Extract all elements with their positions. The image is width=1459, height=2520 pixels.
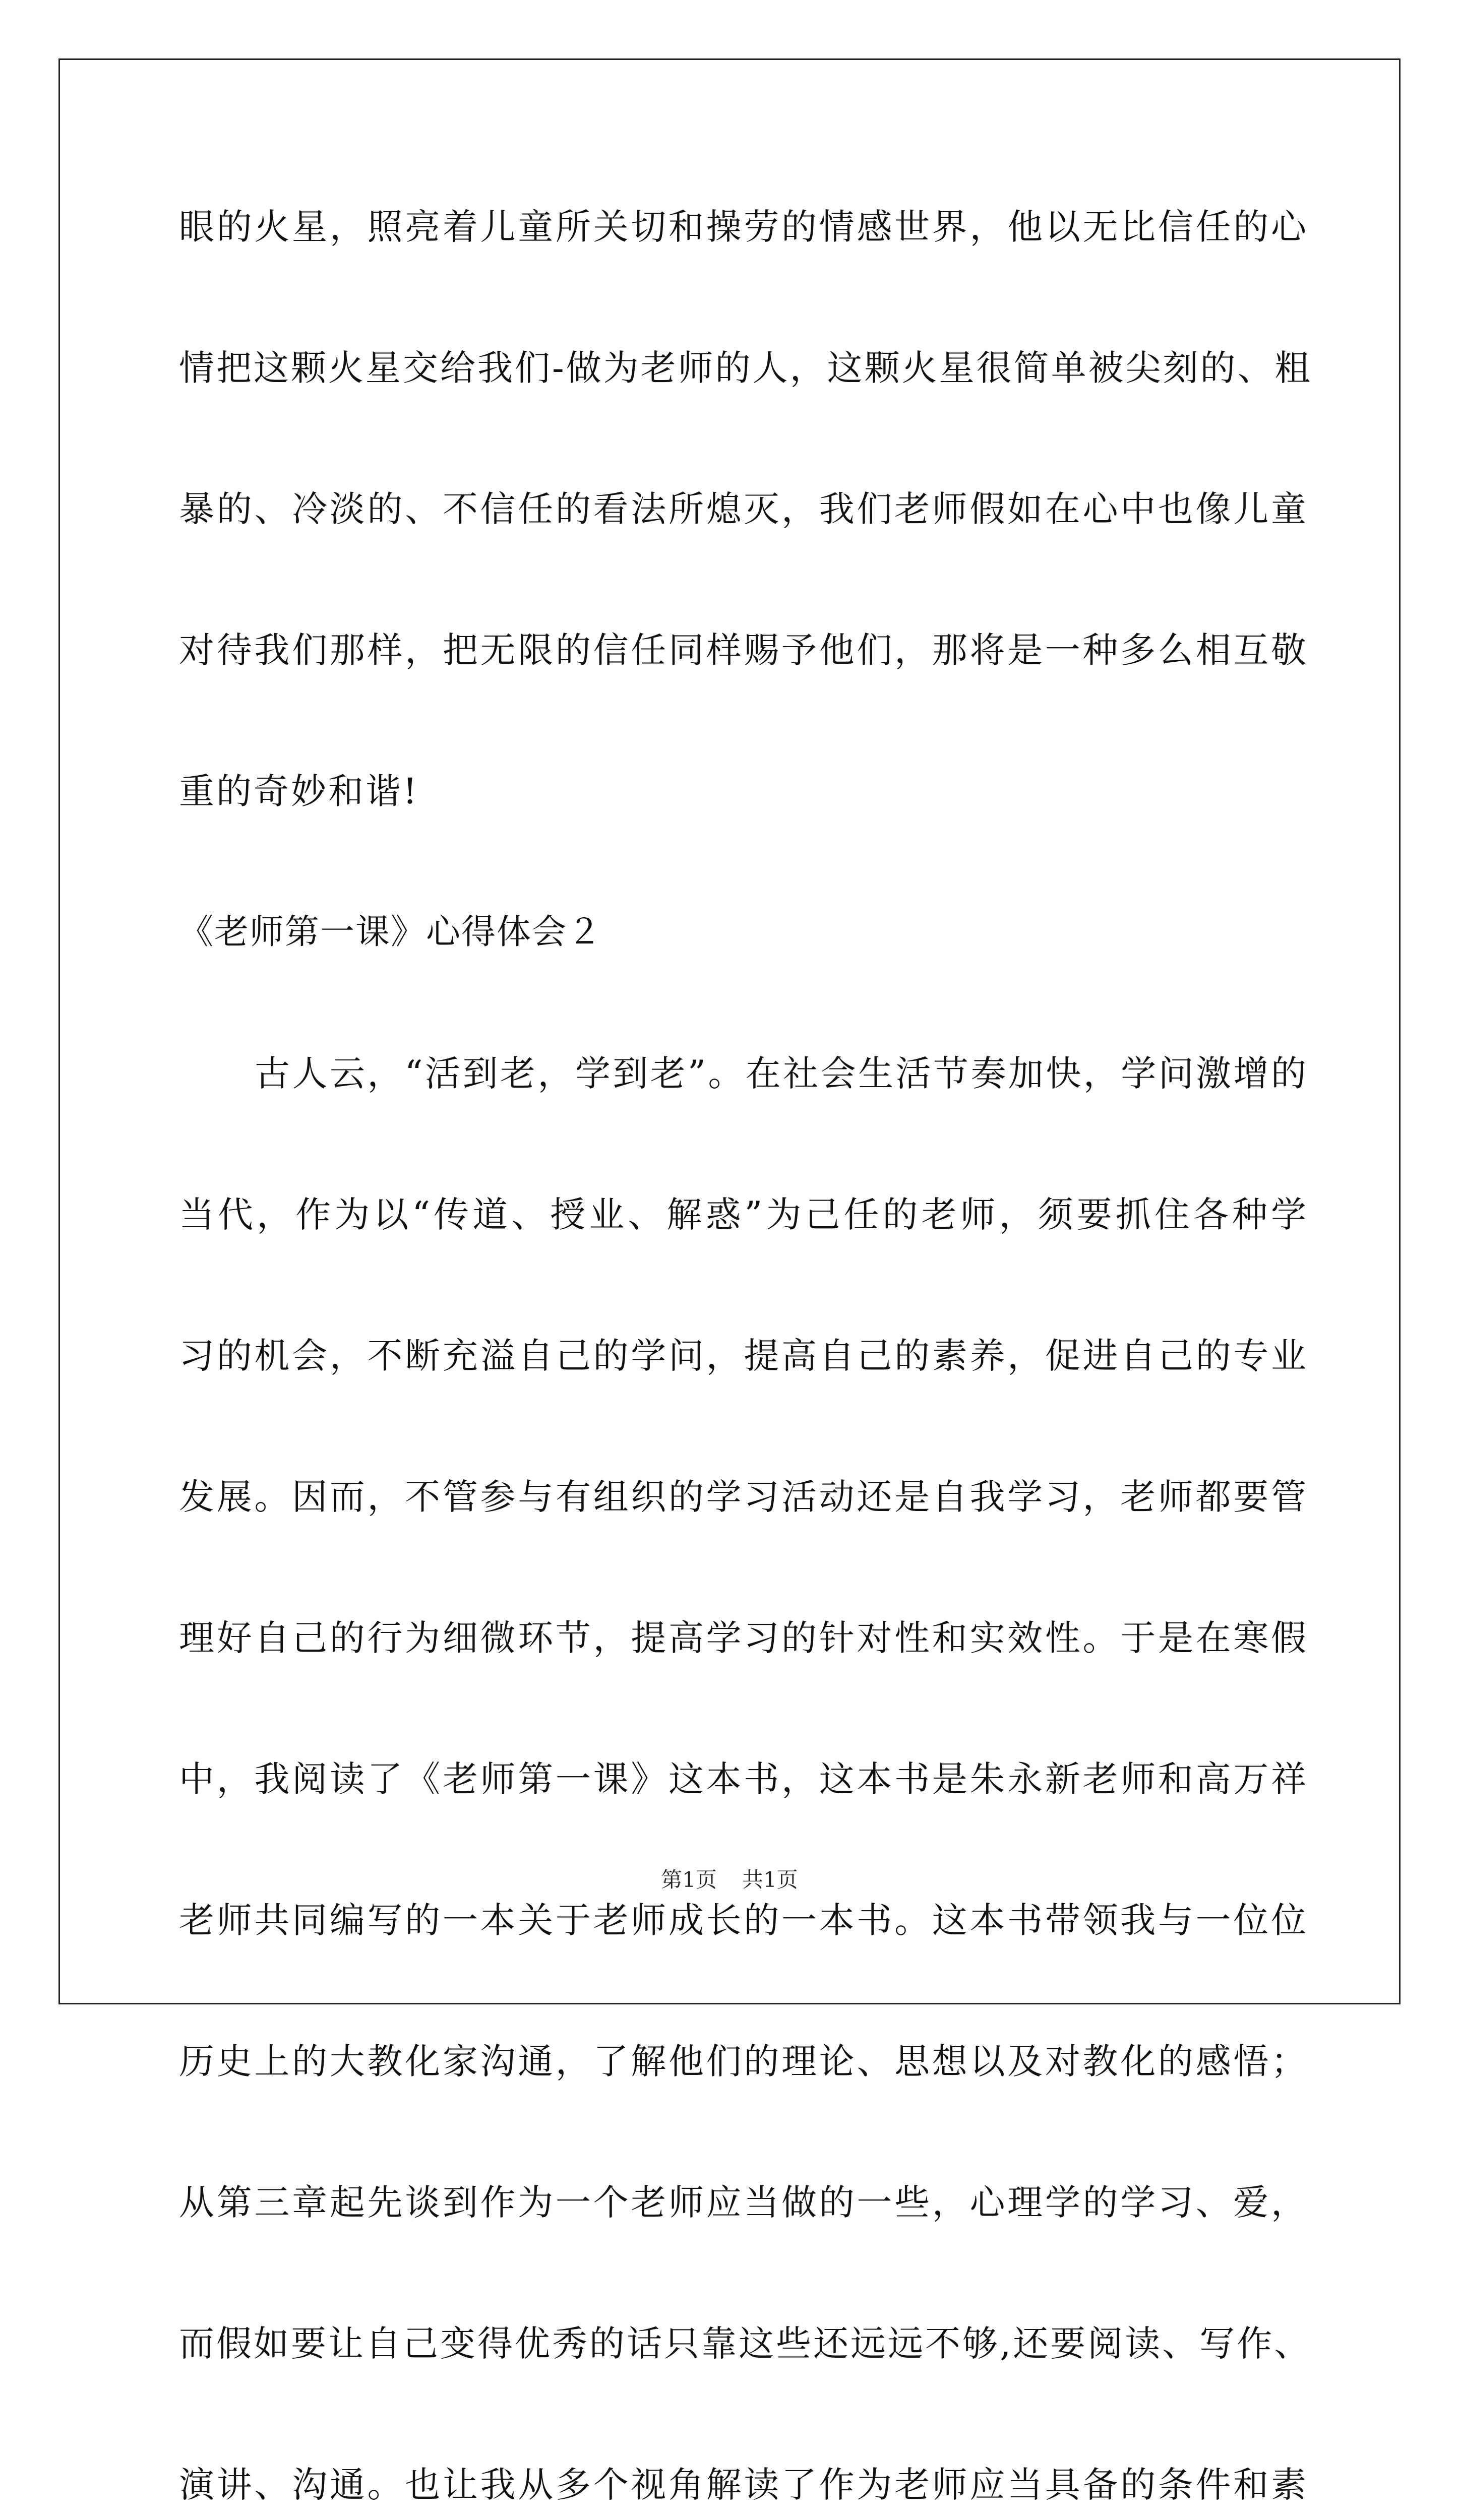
text-line: 中，我阅读了《老师第一课》这本书，这本书是朱永新老师和高万祥	[179, 1758, 1308, 1800]
section-heading: 《老师第一课》心得体会２	[179, 912, 603, 952]
text-line: 当代，作为以“传道、授业、解惑”为己任的老师，须要抓住各种学	[179, 1194, 1308, 1235]
paragraph	[179, 1038, 1312, 2520]
text-line: 从第三章起先谈到作为一个老师应当做的一些，心理学的学习、爱，	[179, 2182, 1308, 2223]
text-line: 发展。因而，不管参与有组织的学习活动还是自我学习，老师都要管	[179, 1476, 1308, 1518]
text-line: 眼的火星，照亮着儿童所关切和操劳的情感世界，他以无比信任的心	[179, 206, 1308, 247]
text-line: 习的机会，不断充溢自己的学问，提高自己的素养，促进自己的专业	[179, 1335, 1308, 1376]
text-line: 历史上的大教化家沟通，了解他们的理论、思想以及对教化的感悟；	[179, 2041, 1308, 2082]
paragraph	[179, 192, 1312, 897]
text-line: 暴的、冷淡的、不信任的看法所熄灭，我们老师假如在心中也像儿童	[179, 488, 1308, 530]
text-line: 演讲、沟通。也让我从多个视角解读了作为老师应当具备的条件和素	[179, 2464, 1308, 2505]
text-line: 而假如要让自己变得优秀的话只靠这些还远远不够,还要阅读、写作、	[179, 2323, 1312, 2364]
text-line: 老师共同编写的一本关于老师成长的一本书。这本书带领我与一位位	[179, 1900, 1308, 1941]
text-line: 重的奇妙和谐!	[179, 771, 419, 812]
text-line: 理好自己的行为细微环节，提高学习的针对性和实效性。于是在寒假	[179, 1617, 1308, 1659]
text-line: 对待我们那样，把无限的信任同样赐予他们，那将是一种多么相互敬	[179, 629, 1308, 671]
text-line: 情把这颗火星交给我们-做为老师的人，这颗火星很简单被尖刻的、粗	[179, 347, 1312, 389]
page-number: 第1页	[661, 1867, 717, 1892]
page-total: 共1页	[742, 1867, 798, 1892]
text-line: 古人云，“活到老，学到老”。在社会生活节奏加快，学问激增的	[255, 1053, 1308, 1094]
page-footer	[0, 1865, 1459, 1895]
document-body	[179, 192, 1312, 2520]
